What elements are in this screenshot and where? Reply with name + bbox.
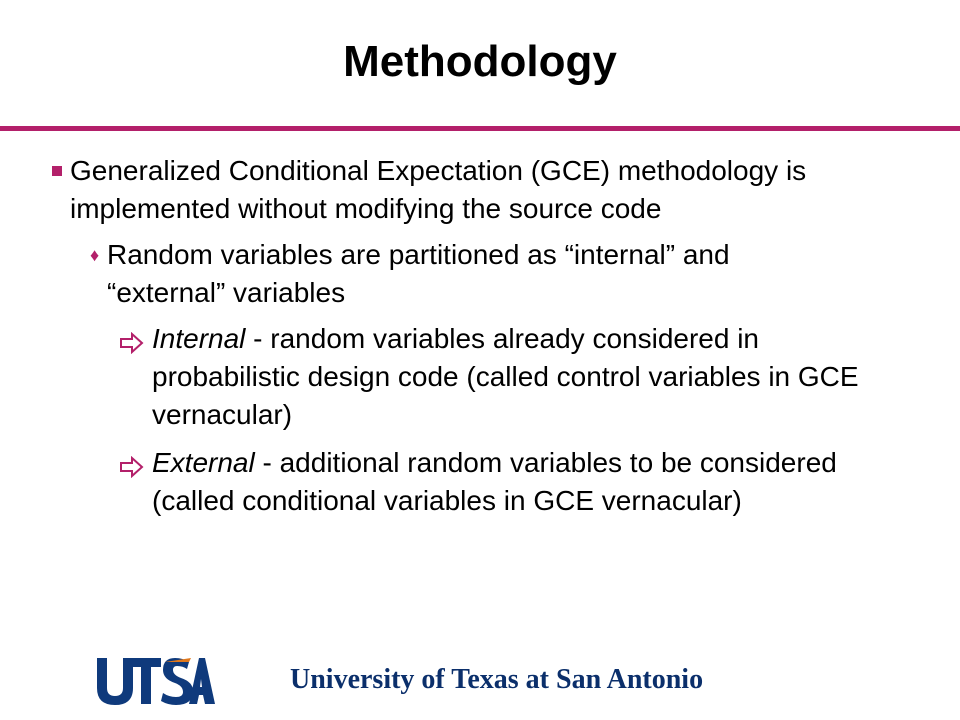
- bullet-text: [120, 444, 890, 520]
- hollow-arrow-icon: [120, 326, 144, 364]
- logo-text: UTSA: [95, 656, 98, 657]
- bullet-text: Generalized Conditional Expectation (GCE) methodology is implemented without modifying the source code: [70, 155, 807, 224]
- bullet-level-3-external: [120, 444, 890, 520]
- diamond-bullet-icon: ♦: [90, 245, 100, 265]
- term-external: External: [152, 447, 255, 478]
- institution-name: University of Texas at San Antonio: [290, 664, 704, 695]
- square-bullet-icon: [52, 166, 62, 176]
- bullet-level-1: [52, 152, 882, 228]
- slide-title: Methodology: [343, 37, 617, 86]
- definition-external: - additional random variables to be considered (called conditional variables in GCE vernacular): [152, 447, 837, 516]
- bullet-text: Random variables are partitioned as “internal” and “external” variables: [107, 239, 730, 308]
- bullet-level-2: [90, 236, 830, 312]
- term-internal: Internal: [152, 323, 246, 354]
- bullet-text: [120, 320, 890, 434]
- definition-internal: - random variables already considered in probabilistic design code (called control variables in GCE vernacular): [152, 323, 859, 430]
- utsa-logo: [95, 656, 217, 706]
- title-divider: [0, 126, 960, 131]
- hollow-arrow-icon: [120, 450, 144, 488]
- bullet-level-3-internal: [120, 320, 890, 434]
